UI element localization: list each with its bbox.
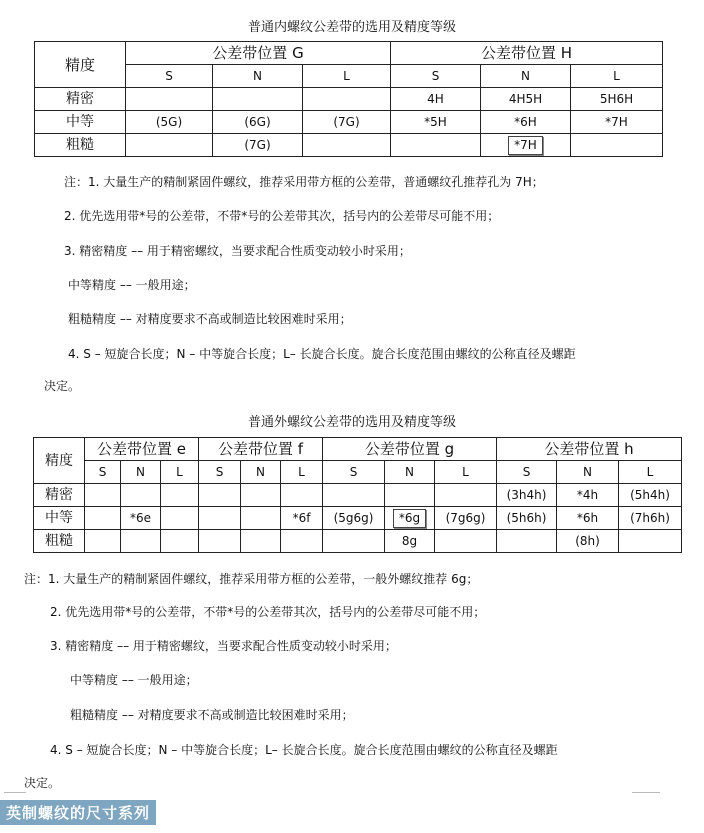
table-cell xyxy=(435,530,497,553)
sub-header: N xyxy=(385,461,435,484)
sub-header: L xyxy=(303,65,391,88)
position-g-header: 公差带位置 G xyxy=(126,42,391,65)
external-note-1: 注：1. 大量生产的精制紧固件螺纹，推荐采用带方框的公差带，一般外螺纹推荐 6g； xyxy=(24,572,479,586)
table-cell xyxy=(85,484,121,507)
row-label-medium: 中等 xyxy=(35,111,126,134)
external-note-3b: 中等精度 –– 一般用途； xyxy=(70,673,198,687)
table-cell: 8g xyxy=(385,530,435,553)
sub-header: N xyxy=(241,461,281,484)
table-cell xyxy=(85,507,121,530)
table-cell: *7H xyxy=(571,111,663,134)
position-g-header: 公差带位置 g xyxy=(323,438,497,461)
row-label-medium: 中等 xyxy=(34,507,85,530)
table-cell: (7G) xyxy=(303,111,391,134)
table-cell: 4H5H xyxy=(481,88,571,111)
section-banner: 英制螺纹的尺寸系列 xyxy=(0,800,156,825)
internal-note-2: 2. 优先选用带*号的公差带，不带*号的公差带其次，括号内的公差带尽可能不用； xyxy=(64,209,500,223)
table-cell: (8h) xyxy=(557,530,619,553)
sub-header: S xyxy=(85,461,121,484)
external-note-4: 4. S – 短旋合长度；N – 中等旋合长度；L– 长旋合长度。旋合长度范围由螺纹的公称直径及螺距 xyxy=(50,743,558,757)
table-cell-boxed xyxy=(481,134,571,157)
table-cell xyxy=(161,530,199,553)
table-cell xyxy=(323,484,385,507)
sub-header: L xyxy=(619,461,682,484)
row-label-coarse: 粗糙 xyxy=(34,530,85,553)
table-cell: 5H6H xyxy=(571,88,663,111)
internal-note-4-end: 决定。 xyxy=(44,379,81,393)
position-h-header: 公差带位置 H xyxy=(391,42,663,65)
divider-line xyxy=(632,792,660,793)
table-cell xyxy=(281,484,323,507)
position-h-header: 公差带位置 h xyxy=(497,438,682,461)
table-cell: *6e xyxy=(121,507,161,530)
table-cell xyxy=(199,507,241,530)
row-label-coarse: 粗糙 xyxy=(35,134,126,157)
table-cell xyxy=(161,507,199,530)
table-cell: (7G) xyxy=(213,134,303,157)
table-cell xyxy=(121,530,161,553)
internal-note-3b: 中等精度 –– 一般用途； xyxy=(68,278,196,292)
sub-header: N xyxy=(213,65,303,88)
table-cell xyxy=(85,530,121,553)
boxed-tolerance: *6g xyxy=(393,509,426,528)
table-cell: (7g6g) xyxy=(435,507,497,530)
table-cell: *5H xyxy=(391,111,481,134)
table-cell xyxy=(199,484,241,507)
table-cell xyxy=(435,484,497,507)
table-cell xyxy=(213,88,303,111)
table-cell xyxy=(619,530,682,553)
row-label-precise: 精密 xyxy=(34,484,85,507)
table-cell xyxy=(303,134,391,157)
table-cell xyxy=(161,484,199,507)
boxed-tolerance: *7H xyxy=(508,136,543,155)
external-note-4-end: 决定。 xyxy=(24,776,61,790)
table-cell: (5g6g) xyxy=(323,507,385,530)
sub-header: L xyxy=(281,461,323,484)
table-cell: *6H xyxy=(481,111,571,134)
table-cell: (5h4h) xyxy=(619,484,682,507)
table-cell xyxy=(571,134,663,157)
table-cell xyxy=(323,530,385,553)
sub-header: S xyxy=(497,461,557,484)
table-cell: *6h xyxy=(557,507,619,530)
table-cell xyxy=(126,88,213,111)
external-tolerance-table xyxy=(33,437,682,553)
table-cell: (6G) xyxy=(213,111,303,134)
external-note-3c: 粗糙精度 –– 对精度要求不高或制造比较困难时采用； xyxy=(70,708,354,722)
table-cell: (5G) xyxy=(126,111,213,134)
table-cell: (5h6h) xyxy=(497,507,557,530)
internal-note-3c: 粗糙精度 –– 对精度要求不高或制造比较困难时采用； xyxy=(68,312,352,326)
table-cell: *6f xyxy=(281,507,323,530)
table-cell xyxy=(385,484,435,507)
internal-note-1: 注：1. 大量生产的精制紧固件螺纹，推荐采用带方框的公差带，普通螺纹孔推荐孔为 7H； xyxy=(64,175,544,189)
sub-header: N xyxy=(121,461,161,484)
table-cell xyxy=(281,530,323,553)
table-cell xyxy=(126,134,213,157)
position-e-header: 公差带位置 e xyxy=(85,438,199,461)
sub-header: S xyxy=(391,65,481,88)
table-cell xyxy=(199,530,241,553)
precision-header: 精度 xyxy=(34,438,85,484)
table-cell: *4h xyxy=(557,484,619,507)
table-cell: (3h4h) xyxy=(497,484,557,507)
table-cell xyxy=(121,484,161,507)
table-cell-boxed xyxy=(385,507,435,530)
internal-note-3: 3. 精密精度 –– 用于精密螺纹，当要求配合性质变动较小时采用； xyxy=(64,244,411,258)
sub-header: S xyxy=(323,461,385,484)
table-cell xyxy=(303,88,391,111)
external-note-2: 2. 优先选用带*号的公差带，不带*号的公差带其次，括号内的公差带尽可能不用； xyxy=(50,605,486,619)
table-cell: (7h6h) xyxy=(619,507,682,530)
row-label-precise: 精密 xyxy=(35,88,126,111)
sub-header: L xyxy=(571,65,663,88)
precision-header: 精度 xyxy=(35,42,126,88)
table-cell xyxy=(497,530,557,553)
position-f-header: 公差带位置 f xyxy=(199,438,323,461)
internal-table-title: 普通内螺纹公差带的选用及精度等级 xyxy=(247,20,456,35)
table-cell xyxy=(241,484,281,507)
table-cell xyxy=(391,134,481,157)
sub-header: L xyxy=(435,461,497,484)
table-cell xyxy=(241,507,281,530)
sub-header: L xyxy=(161,461,199,484)
sub-header: S xyxy=(126,65,213,88)
sub-header: S xyxy=(199,461,241,484)
sub-header: N xyxy=(557,461,619,484)
external-table-title: 普通外螺纹公差带的选用及精度等级 xyxy=(247,415,456,430)
table-cell xyxy=(241,530,281,553)
internal-tolerance-table xyxy=(34,41,663,157)
internal-note-4: 4. S – 短旋合长度；N – 中等旋合长度；L– 长旋合长度。旋合长度范围由螺纹的公称直径及螺距 xyxy=(68,347,576,361)
divider-line xyxy=(4,792,26,793)
external-note-3: 3. 精密精度 –– 用于精密螺纹，当要求配合性质变动较小时采用； xyxy=(50,639,397,653)
table-cell: 4H xyxy=(391,88,481,111)
sub-header: N xyxy=(481,65,571,88)
